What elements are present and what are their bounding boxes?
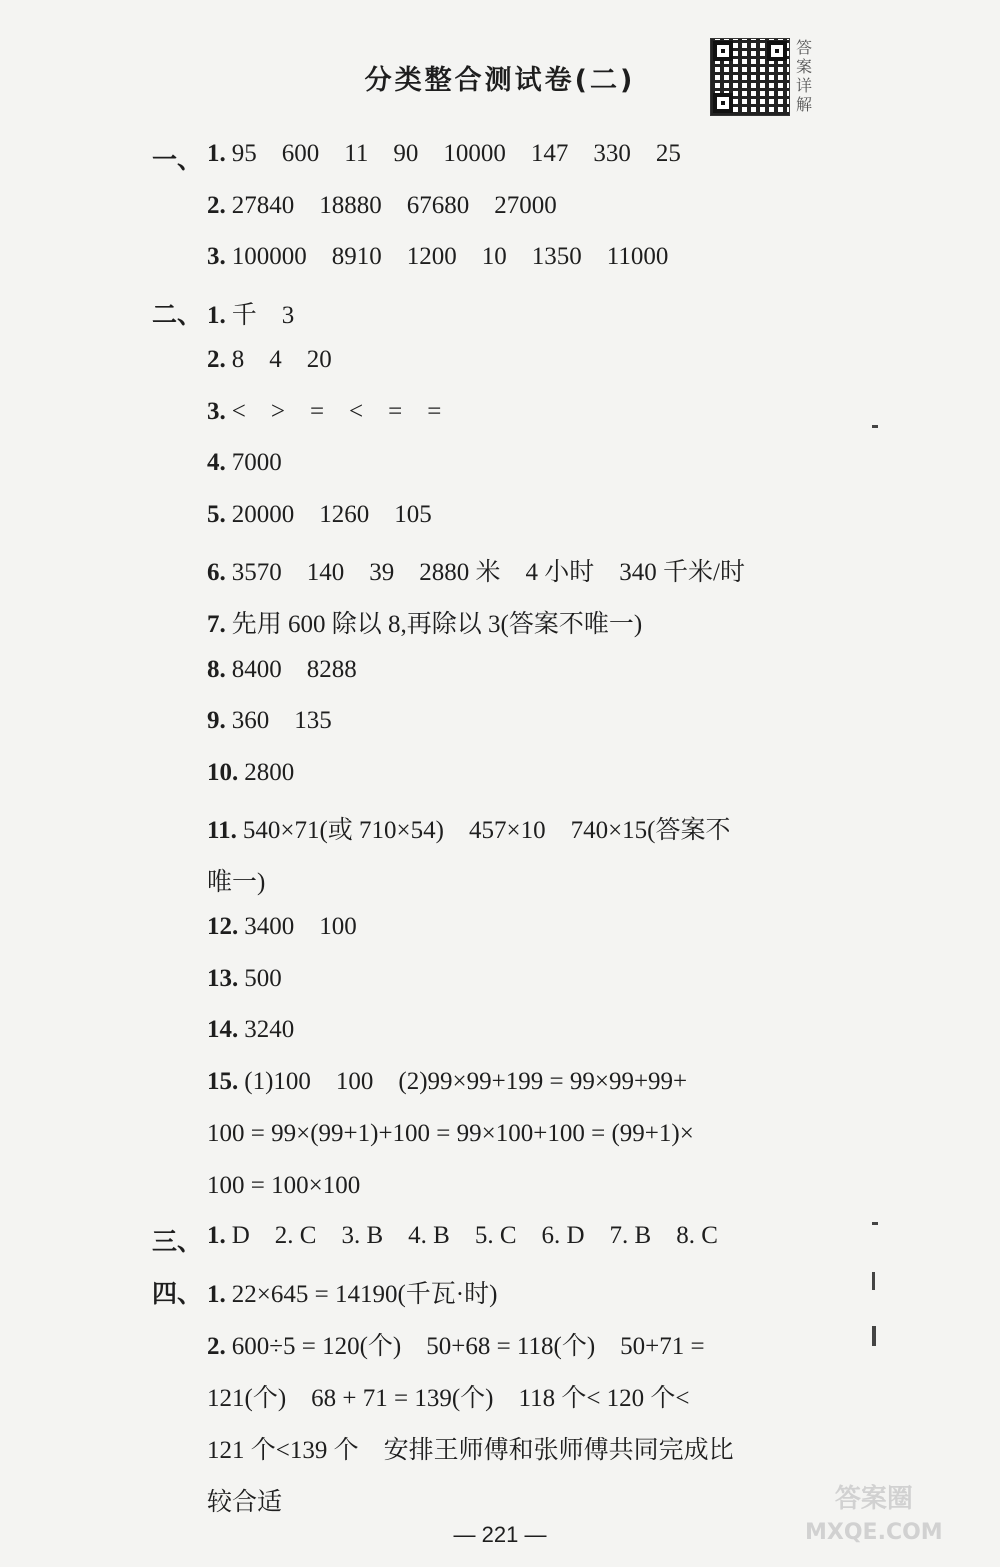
question-number: 5.	[207, 501, 226, 528]
answer-text: 360 135	[231, 707, 332, 734]
answer-line	[207, 1326, 705, 1362]
answer-line	[207, 1120, 694, 1148]
answer-line	[207, 1172, 360, 1200]
watermark	[805, 1482, 943, 1550]
answer-text: 3240	[244, 1016, 295, 1043]
question-number: 1.	[207, 302, 226, 329]
edge-mark	[872, 1326, 876, 1346]
answer-text: 95 600 11 90 10000 147 330 25	[231, 140, 681, 167]
answer-text: 千 3	[231, 302, 295, 329]
section-4-label: 四、	[152, 1279, 203, 1308]
answer-line	[207, 243, 668, 271]
answer-line	[207, 759, 294, 787]
question-number: 14.	[207, 1016, 239, 1043]
answer-text: 600÷5 = 120(个) 50+68 = 118(个) 50+71 =	[231, 1333, 705, 1360]
answer-line	[207, 1274, 497, 1310]
answer-text: 22×645 = 14190(千瓦·时)	[231, 1281, 498, 1308]
answer-text: 20000 1260 105	[231, 501, 432, 528]
section-2-label: 二、	[152, 300, 203, 329]
answer-line	[207, 656, 357, 684]
qr-code-label: 答案详解	[796, 38, 813, 114]
answer-line	[207, 192, 557, 220]
answer-line	[207, 1378, 690, 1414]
page-title: 分类整合测试卷(二)	[364, 65, 636, 96]
watermark-line-2: MXQE.COM	[805, 1520, 943, 1545]
answer-text: 2800	[244, 759, 295, 786]
qr-code-icon	[710, 38, 790, 116]
answer-text: 100 = 99×(99+1)+100 = 99×100+100 = (99+1)×	[207, 1120, 694, 1147]
edge-mark	[872, 1272, 875, 1290]
answer-text: 27840 18880 67680 27000	[231, 192, 557, 219]
answer-line	[207, 810, 731, 846]
section-3-label: 三、	[152, 1227, 203, 1256]
question-number: 6.	[207, 559, 226, 586]
answer-text: (1)100 100 (2)99×99+199 = 99×99+99+	[244, 1068, 688, 1095]
answer-text: 121 个<139 个 安排王师傅和张师傅共同完成比	[207, 1437, 734, 1464]
question-number: 2.	[207, 1333, 226, 1360]
question-number: 10.	[207, 759, 239, 786]
answer-text: 3570 140 39 2880 米 4 小时 340 千米/时	[231, 559, 745, 586]
question-number: 1.	[207, 1222, 226, 1249]
edge-mark	[872, 425, 878, 428]
answer-text: 唯一)	[207, 869, 266, 896]
answer-line	[207, 707, 332, 735]
question-number: 4.	[207, 449, 226, 476]
answer-line	[207, 346, 332, 374]
question-number: 12.	[207, 913, 239, 940]
answer-text: 8400 8288	[231, 656, 357, 683]
question-number: 15.	[207, 1068, 239, 1095]
answer-text: 100 = 100×100	[207, 1172, 361, 1199]
answer-line	[207, 1222, 718, 1250]
answer-line	[207, 1430, 734, 1466]
question-number: 3.	[207, 243, 226, 270]
page-number: — 221 —	[453, 1522, 547, 1547]
answer-line	[207, 913, 357, 941]
answer-text: 7000	[231, 449, 282, 476]
answer-line	[207, 398, 441, 426]
question-number: 11.	[207, 817, 237, 844]
answer-line	[207, 295, 294, 331]
answer-line	[207, 1016, 294, 1044]
answer-text: 540×71(或 710×54) 457×10 740×15(答案不	[242, 817, 731, 844]
answer-line	[207, 140, 681, 168]
answer-text: 3400 100	[244, 913, 357, 940]
section-1-label: 一、	[152, 145, 203, 174]
edge-mark	[872, 1222, 878, 1225]
answer-line	[207, 1482, 282, 1518]
answer-line	[207, 501, 432, 529]
question-number: 2.	[207, 192, 226, 219]
answer-text: D 2. C 3. B 4. B 5. C 6. D 7. B 8. C	[231, 1222, 718, 1249]
answer-line	[207, 552, 745, 588]
answer-line	[207, 862, 265, 898]
question-number: 1.	[207, 140, 226, 167]
answer-line	[207, 604, 642, 640]
answer-text: 121(个) 68 + 71 = 139(个) 118 个< 120 个<	[207, 1385, 690, 1412]
answer-text: 先用 600 除以 8,再除以 3(答案不唯一)	[231, 611, 643, 638]
watermark-line-1: 答案圈	[834, 1484, 913, 1514]
question-number: 3.	[207, 398, 226, 425]
question-number: 2.	[207, 346, 226, 373]
question-number: 13.	[207, 965, 239, 992]
question-number: 7.	[207, 611, 226, 638]
answer-line	[207, 965, 282, 993]
answer-text: 500	[244, 965, 282, 992]
question-number: 9.	[207, 707, 226, 734]
answer-text: 8 4 20	[231, 346, 332, 373]
question-number: 1.	[207, 1281, 226, 1308]
answer-line	[207, 1068, 687, 1096]
answer-text: < > = < = =	[231, 398, 442, 425]
answer-text: 较合适	[207, 1489, 283, 1516]
question-number: 8.	[207, 656, 226, 683]
answer-text: 100000 8910 1200 10 1350 11000	[231, 243, 669, 270]
answer-line	[207, 449, 282, 477]
